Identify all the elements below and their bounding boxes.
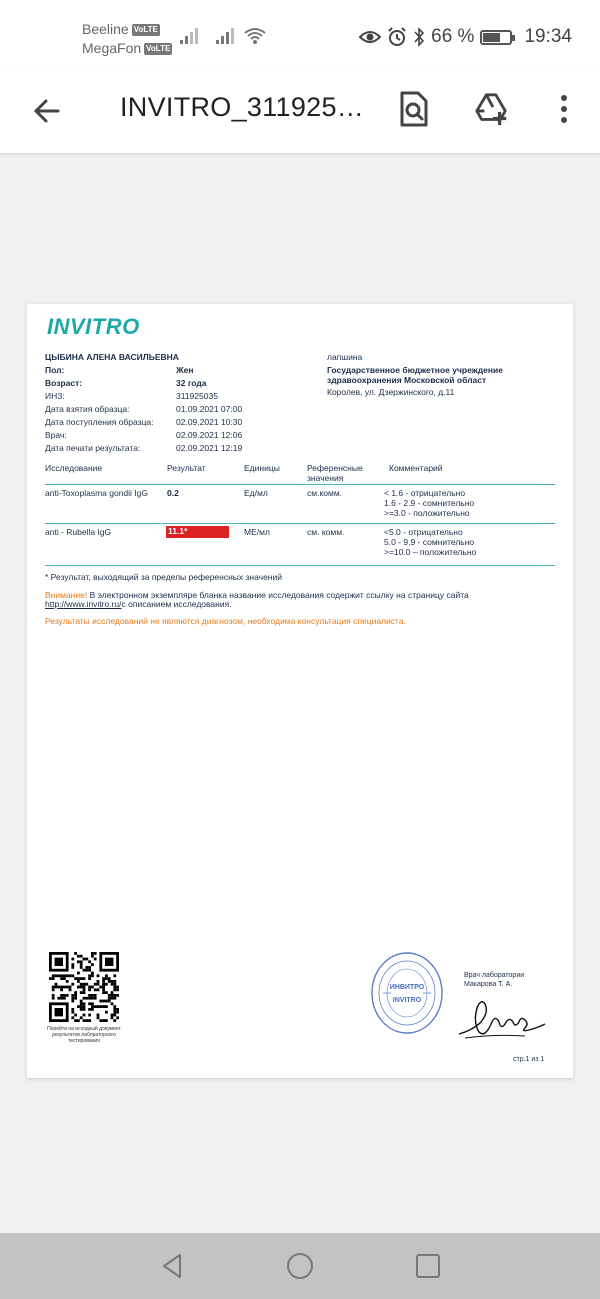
back-arrow-icon[interactable] <box>30 94 64 128</box>
comment-line: 5.0 - 9.9 - сомнительно <box>384 537 475 547</box>
col-header-ref-line1: Референсные <box>307 463 363 473</box>
search-in-document-icon[interactable] <box>396 90 432 128</box>
stamp-text-ru: ИНВИТРО <box>389 984 425 991</box>
invitro-logo: INVITRO <box>47 314 140 339</box>
row-units: Ед/мл <box>244 488 268 498</box>
inz-value: 311925035 <box>176 391 218 401</box>
disclaimer: Результаты исследований не являются диагнозом, необходима консультация специалиста. <box>45 616 406 626</box>
table-divider <box>45 523 555 524</box>
document-title: INVITRO_311925… <box>120 92 365 122</box>
sample-taken-label: Дата взятия образца: <box>45 404 130 414</box>
col-header-comment: Комментарий <box>389 463 443 473</box>
carrier-name: Beeline <box>82 21 129 37</box>
row-ref: см.комм. <box>307 488 343 498</box>
nav-home-icon[interactable] <box>286 1252 314 1280</box>
row-study-link[interactable]: anti-Toxoplasma gondii IgG <box>45 488 149 498</box>
row-study-link[interactable]: anti - Rubella IgG <box>45 527 112 537</box>
qr-code[interactable] <box>49 952 119 1022</box>
org-name-line2: здравоохранения Московской област <box>327 375 487 385</box>
sample-received-label: Дата поступления образца: <box>45 417 154 427</box>
bluetooth-icon <box>413 27 425 47</box>
app-bar <box>0 72 600 154</box>
sex-label: Пол: <box>45 365 65 375</box>
wifi-icon <box>243 26 267 46</box>
col-header-ref-line2: значения <box>307 473 344 483</box>
table-divider <box>45 565 555 566</box>
comment-line: >=3.0 - положительно <box>384 508 470 518</box>
attention-link-line <box>45 599 232 609</box>
col-header-units: Единицы <box>244 463 280 473</box>
doctor-label: Врач: <box>45 430 67 440</box>
sample-received-value: 02.09.2021 10:30 <box>176 417 243 427</box>
col-header-result: Результат <box>167 463 206 473</box>
comment-line: 1.6 - 2.9 - сомнительно <box>384 498 475 508</box>
attention-tail: с описанием исследования. <box>121 599 232 609</box>
page-number: стр.1 из 1 <box>513 1056 545 1063</box>
document-page <box>27 304 573 1078</box>
volte-badge: VoLTE <box>133 24 158 34</box>
volte-badge: VoLTE <box>146 43 171 53</box>
attention-text: В электронном экземпляре бланка название исследования содержит ссылку на страницу сайта <box>87 590 469 600</box>
row-units: МЕ/мл <box>244 527 270 537</box>
age-label: Возраст: <box>45 378 83 388</box>
org-top: лапшина <box>327 352 363 362</box>
org-address: Королев, ул. Дзержинского, д.11 <box>327 387 455 397</box>
patient-name: ЦЫБИНА АЛЕНА ВАСИЛЬЕВНА <box>45 352 179 362</box>
comment-line: >=10.0 – положительно <box>384 547 477 557</box>
print-date-label: Дата печати результата: <box>45 443 141 453</box>
comment-line: < 1.6 - отрицательно <box>384 488 466 498</box>
carrier-name: MegaFon <box>82 40 142 56</box>
nav-recents-icon[interactable] <box>414 1252 442 1280</box>
invitro-site-link[interactable]: http://www.invitro.ru/ <box>45 599 122 609</box>
alarm-icon <box>387 27 407 47</box>
stamp-text-en: INVITRO <box>392 997 422 1004</box>
signal-icon <box>180 26 202 46</box>
doctor-signature <box>455 994 551 1042</box>
lab-doctor-name: Макарова Т. А. <box>464 981 513 988</box>
flagged-result: 11.1* <box>166 526 229 538</box>
print-date-value: 02.09.2021 12:19 <box>176 443 243 453</box>
nav-back-icon[interactable] <box>158 1252 186 1280</box>
age-value: 32 года <box>176 378 207 388</box>
lab-stamp <box>369 950 445 1036</box>
qr-caption: Перейти на исходный документ результатов лабораторного тестирования <box>47 1026 121 1044</box>
col-header-study: Исследование <box>45 463 103 473</box>
lab-doctor-title: Врач лаборатории <box>464 972 525 979</box>
row-ref: см. комм. <box>307 527 345 537</box>
signal-icon <box>216 26 238 46</box>
battery-percent: 66 % <box>431 26 475 47</box>
table-divider <box>45 484 555 485</box>
row-comment <box>384 488 474 518</box>
inz-label: ИНЗ: <box>45 391 65 401</box>
row-result: 0.2 <box>167 488 179 498</box>
clock: 19:34 <box>524 26 572 47</box>
sex-value: Жен <box>176 365 194 375</box>
status-bar <box>0 0 600 72</box>
comment-line: <5.0 - отрицательно <box>384 527 463 537</box>
eye-icon <box>359 29 381 45</box>
row-comment <box>384 527 476 557</box>
org-name-line1: Государственное бюджетное учреждение <box>327 365 503 375</box>
battery-fill <box>483 33 500 42</box>
doctor-value: 02.09.2021 12:06 <box>176 430 243 440</box>
add-to-drive-icon[interactable] <box>474 90 510 128</box>
battery-icon <box>480 30 512 45</box>
more-options-icon[interactable] <box>554 90 574 128</box>
attention-word: Внимание! <box>45 590 88 600</box>
footnote: * Результат, выходящий за пределы референсных значений <box>45 572 282 582</box>
col-header-ref <box>307 463 363 483</box>
carrier-list <box>82 20 172 58</box>
sample-taken-value: 01.09.2021 07:00 <box>176 404 243 414</box>
system-nav-bar <box>0 1233 600 1299</box>
